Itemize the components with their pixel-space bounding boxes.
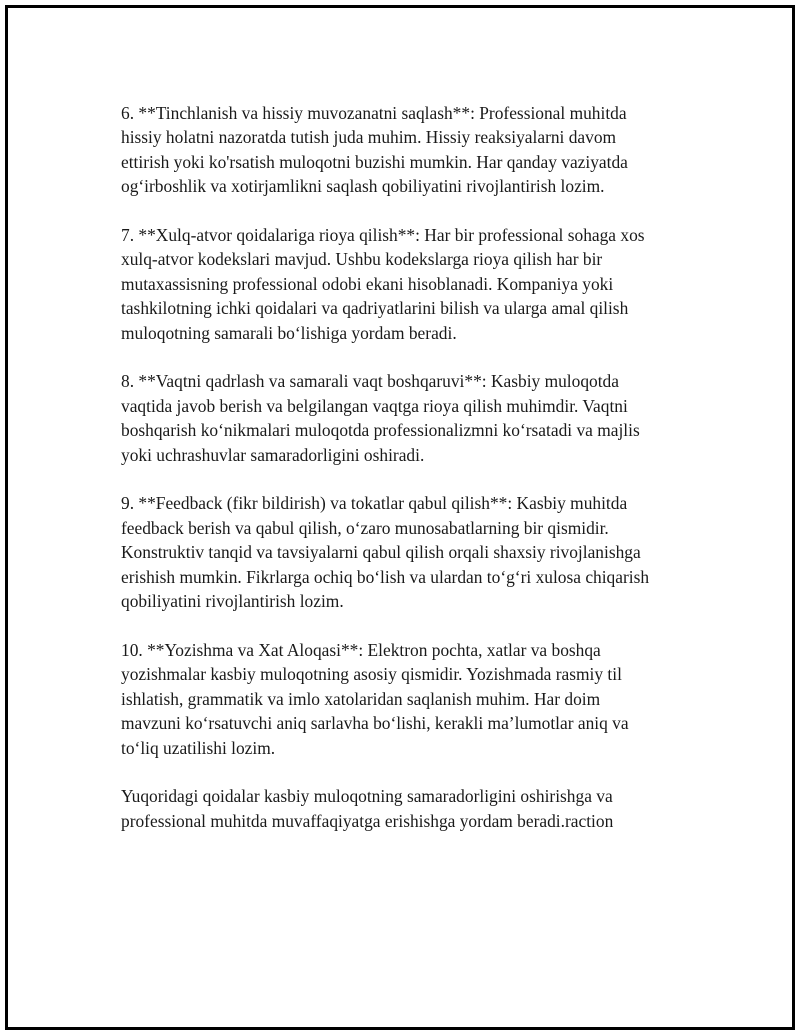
page-border: [5, 5, 795, 1030]
paragraph-6-emotional-balance: 6. **Tinchlanish va hissiy muvozanatni saqlash**: Professional muhitda hissiy holatni nazoratda tutish juda muhim. Hissiy reaksiyalarni davom ettirish yoki ko'rsatish muloqotni buzishi mumkin. Har qanday vaziyatda og‘irboshlik va xotirjamlikni saqlash qobiliyatini rivojlantirish lozim.: [121, 103, 628, 197]
paragraph-7-code-of-conduct: 7. **Xulq-atvor qoidalariga rioya qilish**: Har bir professional sohaga xos xulq-atvor kodekslari mavjud. Ushbu kodekslarga rioya qilish har bir mutaxassisning professional odobi ekani hisoblanadi. Kompaniya yoki tashkilotning ichki qoidalari va qadriyatlarini bilish va ularga amal qilish muloqotning samarali bo‘lishiga yordam beradi.: [121, 225, 645, 343]
paragraph-conclusion: Yuqoridagi qoidalar kasbiy muloqotning samaradorligini oshirishga va professional muhitda muvaffaqiyatga erishishga yordam beradi.raction: [121, 786, 614, 831]
document-body: [121, 101, 721, 858]
paragraph-10-correspondence: 10. **Yozishma va Xat Aloqasi**: Elektron pochta, xatlar va boshqa yozishmalar kasbiy muloqotning asosiy qismidir. Yozishmada rasmiy til ishlatish, grammatik va imlo xatolaridan saqlanish muhim. Har doim mavzuni ko‘rsatuvchi aniq sarlavha bo‘lishi, kerakli ma’lumotlar aniq va to‘liq uzatilishi lozim.: [121, 639, 629, 758]
paragraph-9-feedback: 9. **Feedback (fikr bildirish) va tokatlar qabul qilish**: Kasbiy muhitda feedback berish va qabul qilish, o‘zaro munosabatlarning bir qismidir. Konstruktiv tanqid va tavsiyalarni qabul qilish orqali shaxsiy rivojlanishga erishish mumkin. Fikrlarga ochiq bo‘lish va ulardan to‘g‘ri xulosa chiqarish qobiliyatini rivojlantirish lozim.: [121, 493, 650, 612]
paragraph-8-time-management: 8. **Vaqtni qadrlash va samarali vaqt boshqaruvi**: Kasbiy muloqotda vaqtida javob berish va belgilangan vaqtga rioya qilish muhimdir. Vaqtni boshqarish ko‘nikmalari muloqotda professionalizmni ko‘rsatadi va majlis yoki uchrashuvlar samaradorligini oshiradi.: [121, 371, 640, 465]
